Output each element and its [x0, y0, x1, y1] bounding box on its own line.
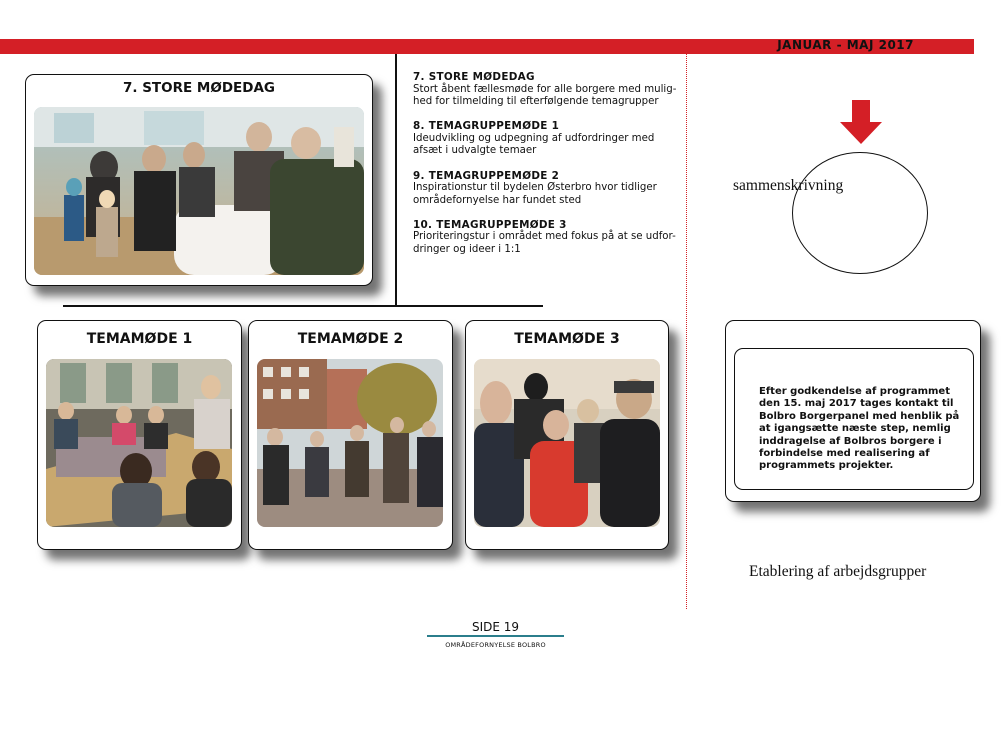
meeting-line: afsæt i udvalgte temaer: [413, 145, 537, 157]
footer-subtitle: OMRÅDEFORNYELSE BOLBRO: [445, 641, 546, 649]
card-temamode-1: [37, 320, 242, 550]
arbejdsgrupper-label: Etablering af arbejdsgrupper: [749, 563, 927, 580]
card-title: 7. STORE MØDEDAG: [122, 80, 276, 96]
meeting-line: Inspirationstur til bydelen Østerbro hvor tidliger: [413, 182, 657, 194]
meeting-title: 9. TEMAGRUPPEMØDE 2: [413, 169, 560, 182]
photo-group-table-icon: [46, 359, 232, 527]
circle-label: sammenskrivning: [733, 177, 844, 194]
card-temamode-2: [248, 320, 453, 550]
card-title: TEMAMØDE 1: [86, 331, 193, 347]
meeting-line: dringer og ideer i 1:1: [413, 244, 521, 256]
meeting-line: områdefornyelse har fundet sted: [413, 194, 582, 206]
date-range: JANUAR - MAJ 2017: [777, 38, 914, 52]
meeting-list: [413, 71, 683, 268]
meeting-line: Prioriteringstur i området med fokus på at se udfor-: [413, 231, 676, 243]
meeting-line: Ideudvikling og udpegning af udfordringer med: [413, 132, 655, 144]
photo-outdoor-group-icon: [474, 359, 660, 527]
arrow-down-icon: [838, 100, 884, 146]
dotted-divider: [686, 54, 687, 609]
card-title: TEMAMØDE 3: [514, 331, 620, 347]
photo-street-tour-icon: [257, 359, 443, 527]
meeting-title: 8. TEMAGRUPPEMØDE 1: [413, 120, 560, 133]
circle-shape: [792, 152, 928, 274]
meeting-line: hed for tilmelding til efterfølgende temagrupper: [413, 96, 659, 108]
footer-rule: [427, 635, 564, 637]
meeting-item: [413, 170, 683, 208]
vertical-divider: [395, 54, 397, 306]
info-card: [725, 320, 981, 502]
meeting-item: [413, 219, 683, 257]
meeting-title: 7. STORE MØDEDAG: [413, 71, 535, 83]
card-temamode-3: [465, 320, 669, 550]
page-number: SIDE 19: [471, 620, 520, 634]
meeting-line: Stort åbent fællesmøde for alle borgere med mulig-: [413, 83, 677, 95]
card-title: TEMAMØDE 2: [297, 331, 404, 347]
horizontal-divider: [63, 305, 543, 307]
info-text: Efter godkendelse af programmet den 15. maj 2017 tages kontakt til Bolbro Borgerpanel med henblik på at igangsætte næste step, nemlig inddragelse af Bolbros borgere i forbindelse med realisering af programmets projekter.: [759, 386, 960, 472]
meeting-title: 10. TEMAGRUPPEMØDE 3: [413, 218, 567, 231]
header-band: [0, 39, 974, 54]
photo-big-meeting-icon: [34, 107, 364, 275]
meeting-item: [413, 120, 683, 158]
meeting-item: [413, 71, 683, 109]
card-store-modedag: [25, 74, 373, 286]
info-inner-box: [734, 348, 974, 490]
